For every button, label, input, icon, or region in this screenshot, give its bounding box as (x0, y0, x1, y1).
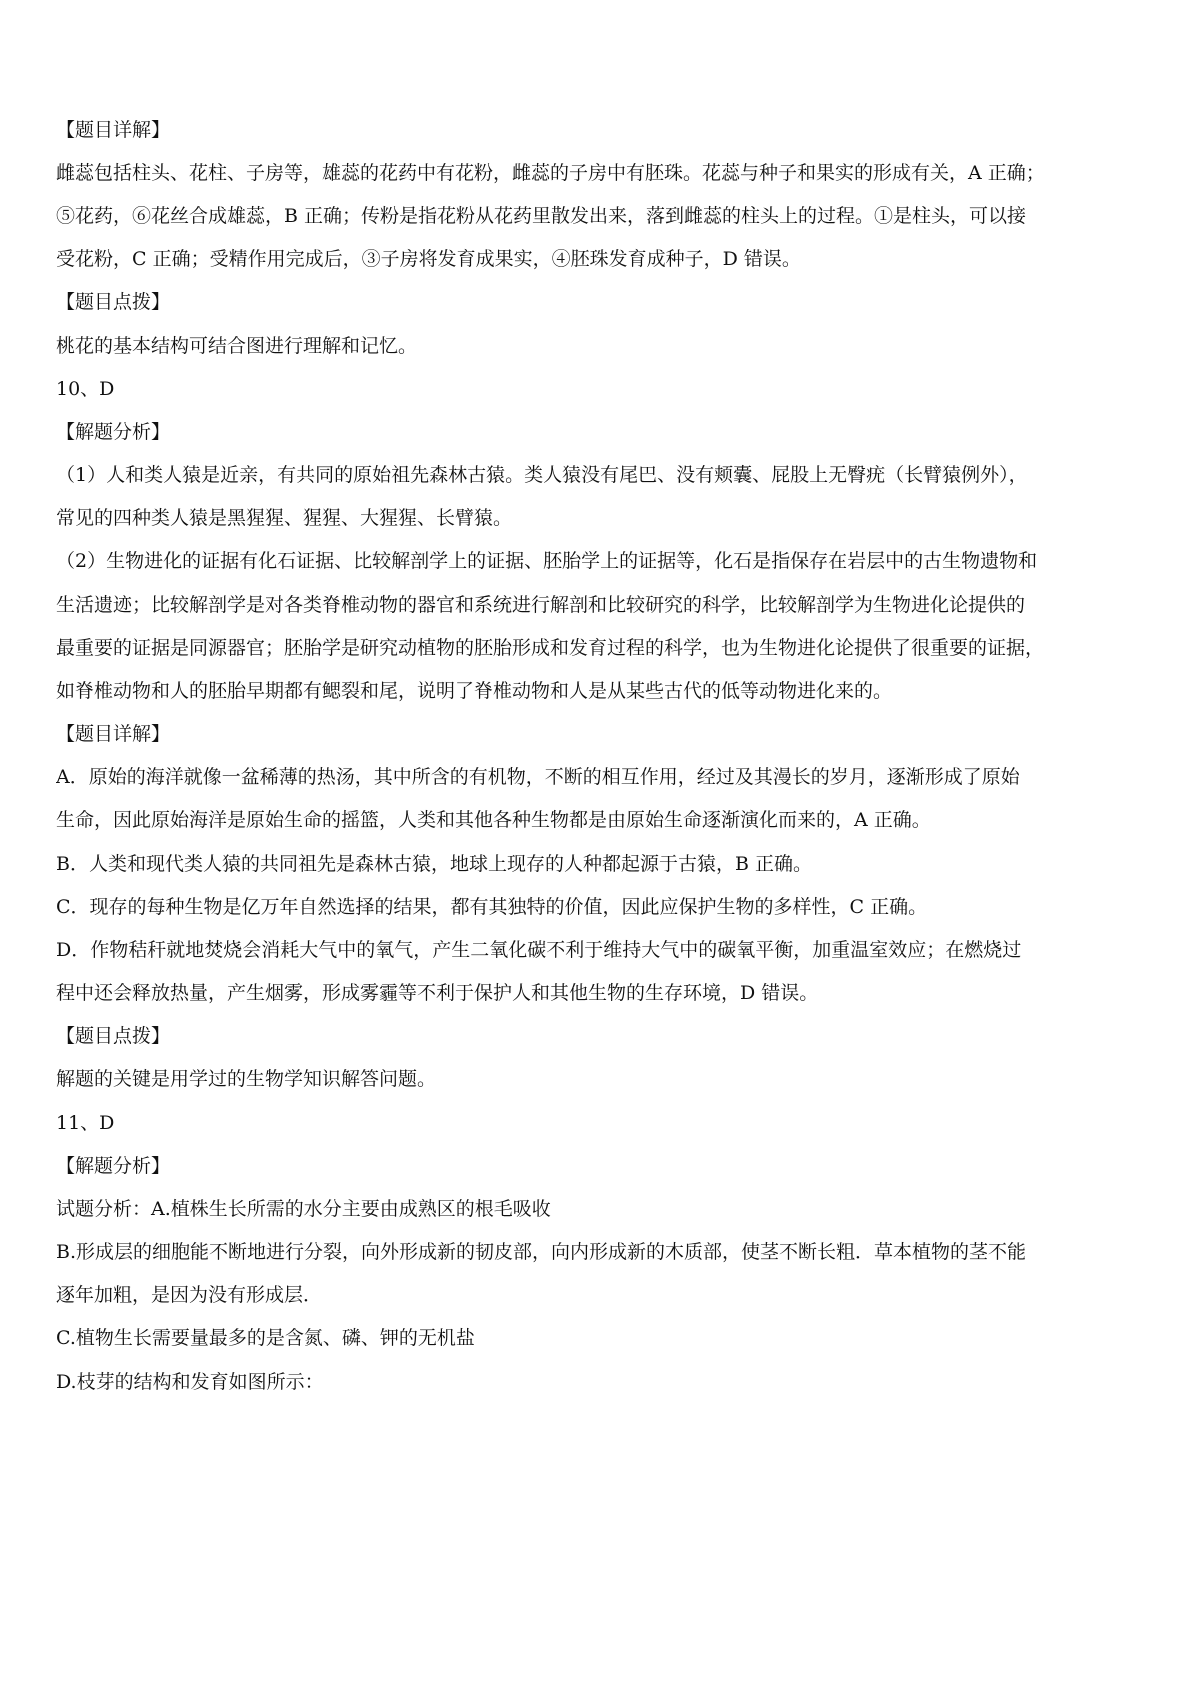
text-line: 常见的四种类人猿是黑猩猩、猩猩、大猩猩、长臂猿。 (56, 507, 513, 529)
text-line: 解题的关键是用学过的生物学知识解答问题。 (56, 1068, 437, 1090)
text-line: 受花粉，C 正确；受精作用完成后，③子房将发育成果实，④胚珠发育成种子，D 错误。 (56, 248, 801, 270)
text-line: 逐年加粗，是因为没有形成层． (56, 1284, 323, 1306)
text-line: C.植物生长需要量最多的是含氮、磷、钾的无机盐 (56, 1327, 475, 1349)
text-line: 程中还会释放热量，产生烟雾，形成雾霾等不利于保护人和其他生物的生存环境，D 错误。 (56, 982, 819, 1004)
text-line: 最重要的证据是同源器官；胚胎学是研究动植物的胚胎形成和发育过程的科学，也为生物进化论提供了很重要的证据， (56, 637, 1045, 659)
section-heading-detail: 【题目详解】 (56, 723, 171, 745)
text-line: 桃花的基本结构可结合图进行理解和记忆。 (56, 335, 418, 357)
section-heading-tip: 【题目点拨】 (56, 291, 171, 313)
text-line: C．现存的每种生物是亿万年自然选择的结果，都有其独特的价值，因此应保护生物的多样性，C 正确。 (56, 896, 928, 918)
question-answer: 11、D (56, 1112, 115, 1134)
text-line: 生活遗迹；比较解剖学是对各类脊椎动物的器官和系统进行解剖和比较研究的科学，比较解剖学为生物进化论提供的 (56, 594, 1026, 616)
text-line: ⑤花药，⑥花丝合成雄蕊，B 正确；传粉是指花粉从花药里散发出来，落到雌蕊的柱头上的过程。①是柱头，可以接 (56, 205, 1027, 227)
text-line: 试题分析：A.植株生长所需的水分主要由成熟区的根毛吸收 (56, 1198, 551, 1220)
text-line: （2）生物进化的证据有化石证据、比较解剖学上的证据、胚胎学上的证据等，化石是指保存在岩层中的古生物遗物和 (56, 550, 1038, 572)
text-line: D.枝芽的结构和发育如图所示： (56, 1371, 324, 1393)
text-line: D．作物秸秆就地焚烧会消耗大气中的氧气，产生二氧化碳不利于维持大气中的碳氧平衡，加重温室效应；在燃烧过 (56, 939, 1022, 961)
text-line: A．原始的海洋就像一盆稀薄的热汤，其中所含的有机物，不断的相互作用，经过及其漫长的岁月，逐渐形成了原始 (56, 766, 1020, 788)
section-heading-detail: 【题目详解】 (56, 119, 171, 141)
section-heading-tip: 【题目点拨】 (56, 1025, 171, 1047)
text-line: B．人类和现代类人猿的共同祖先是森林古猿，地球上现存的人种都起源于古猿，B 正确。 (56, 853, 812, 875)
question-answer: 10、D (56, 378, 115, 400)
text-line: 雌蕊包括柱头、花柱、子房等，雄蕊的花药中有花粉，雌蕊的子房中有胚珠。花蕊与种子和果实的形成有关，A 正确； (56, 162, 1045, 184)
text-line: B.形成层的细胞能不断地进行分裂，向外形成新的韧皮部，向内形成新的木质部，使茎不断长粗．草本植物的茎不能 (56, 1241, 1027, 1263)
section-heading-analysis: 【解题分析】 (56, 1155, 171, 1177)
text-line: （1）人和类人猿是近亲，有共同的原始祖先森林古猿。类人猿没有尾巴、没有颊囊、屁股上无臀疣（长臂猿例外）， (56, 464, 1028, 486)
section-heading-analysis: 【解题分析】 (56, 421, 171, 443)
text-line: 如脊椎动物和人的胚胎早期都有鳃裂和尾，说明了脊椎动物和人是从某些古代的低等动物进化来的。 (56, 680, 893, 702)
text-line: 生命，因此原始海洋是原始生命的摇篮，人类和其他各种生物都是由原始生命逐渐演化而来的，A 正确。 (56, 809, 931, 831)
